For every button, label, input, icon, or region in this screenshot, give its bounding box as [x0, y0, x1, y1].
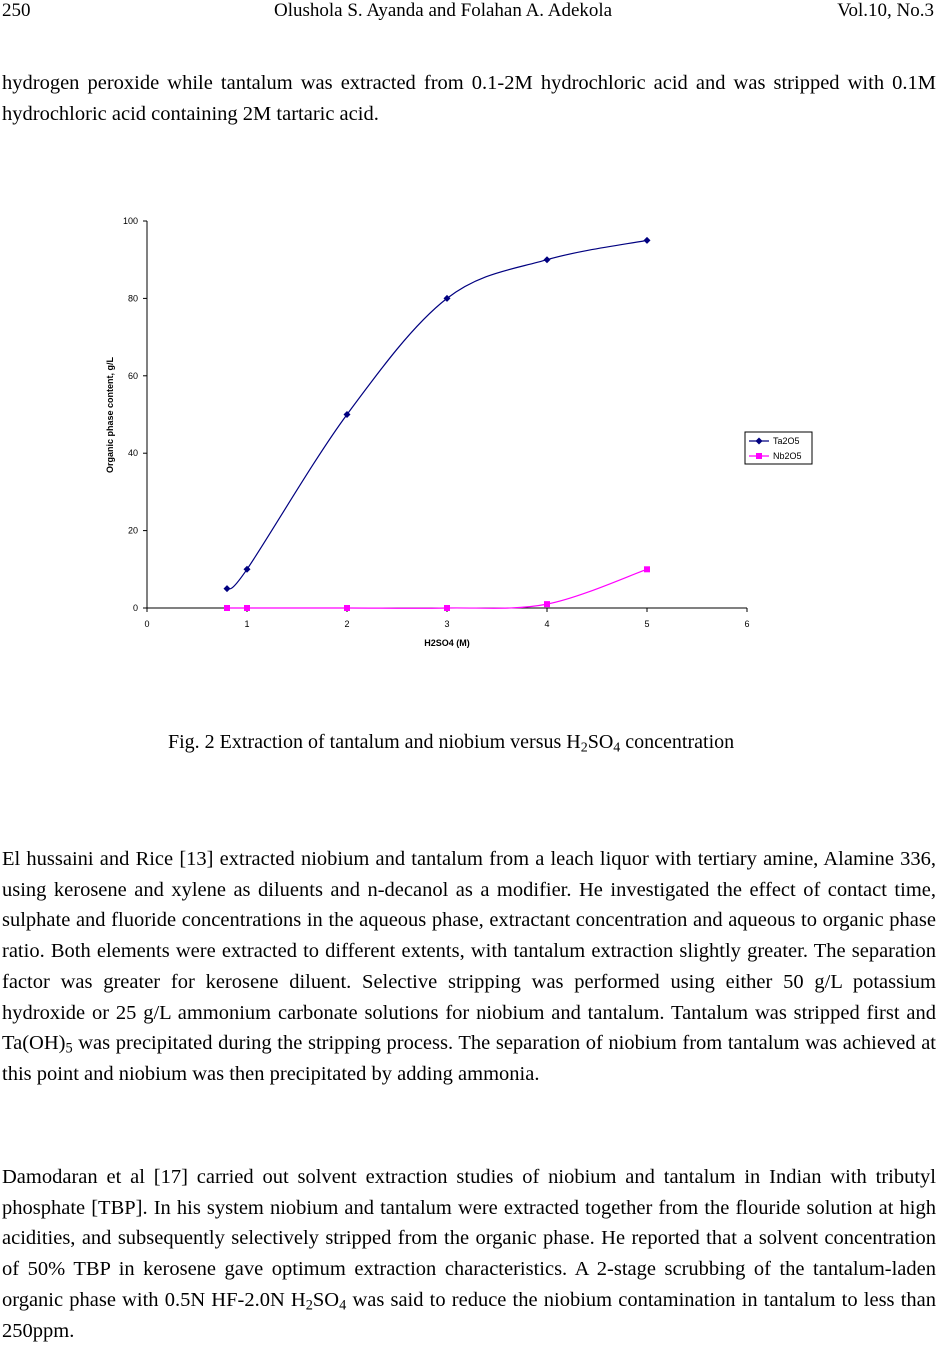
para2-text-b: was precipitated during the stripping process. The separation of niobium from tantalum was achieved at this point and niobium was then precipitated by adding ammonia. — [2, 1032, 936, 1085]
data-point-nb2o5 — [544, 601, 550, 607]
legend-marker — [756, 453, 762, 459]
para3-text-b: SO — [312, 1288, 340, 1311]
data-point-ta2o5 — [644, 237, 651, 244]
caption-text-c: concentration — [620, 731, 735, 753]
para3-text-c: was said to reduce the niobium contamination in tantalum to less than 250ppm. — [2, 1288, 936, 1342]
paragraph-el-hussaini — [2, 844, 936, 1090]
y-tick-label: 80 — [127, 293, 138, 304]
x-tick-label: 1 — [244, 619, 250, 629]
chart-ticks — [123, 216, 750, 629]
header-authors: Olushola S. Ayanda and Folahan A. Adekola — [274, 0, 613, 21]
para2-text-a: El hussaini and Rice [13] extracted niobium and tantalum from a leach liquor with tertiary amine, Alamine 336, using kerosene and xylene as diluents and n-decanol as a modifier. He investigated the effect of contact time, sulphate and fluoride concentrations in the aqueous phase, extractant concentration and aqueous to organic phase ratio. Both elements were extracted to different extents, with tantalum extraction slightly greater. The separation factor was greater for kerosene diluent. Selective stripping was performed using either 50 g/L potassium hydroxide or 25 g/L ammonium carbonate solutions for niobium and tantalum. Tantalum was stripped first and Ta(OH) — [2, 848, 936, 1055]
data-point-ta2o5 — [224, 585, 231, 592]
data-point-nb2o5 — [444, 605, 450, 611]
data-point-nb2o5 — [644, 566, 650, 572]
caption-text-a: Fig. 2 Extraction of tantalum and niobium versus H — [168, 731, 581, 753]
y-tick-label: 20 — [127, 525, 138, 536]
para3-sub-2: 4 — [339, 1297, 347, 1314]
legend-label: Nb2O5 — [773, 451, 802, 461]
caption-sub-1: 2 — [580, 740, 588, 756]
intro-paragraph: hydrogen peroxide while tantalum was extracted from 0.1-2M hydrochloric acid and was stripped with 0.1M hydrochloric acid containing 2M tartaric acid. — [2, 72, 936, 125]
x-tick-label: 2 — [344, 619, 350, 629]
chart-series — [224, 237, 651, 611]
para3-sub-1: 2 — [305, 1297, 313, 1314]
x-tick-label: 4 — [544, 619, 550, 629]
data-point-nb2o5 — [344, 605, 350, 611]
page-number: 250 — [2, 0, 31, 21]
chart-legend — [745, 432, 812, 464]
caption-text-b: SO — [587, 731, 614, 753]
y-tick-label: 40 — [127, 448, 138, 459]
x-tick-label: 5 — [644, 619, 650, 629]
header-volume: Vol.10, No.3 — [837, 0, 934, 21]
y-tick-label: 0 — [132, 603, 138, 613]
data-point-nb2o5 — [224, 605, 230, 611]
x-tick-label: 6 — [744, 619, 750, 629]
y-axis-label: Organic phase content, g/L — [105, 356, 115, 474]
legend-label: Ta2O5 — [773, 436, 800, 446]
paragraph-damodaran — [2, 1162, 936, 1346]
series-line-nb2o5 — [227, 569, 647, 608]
para3-text-a: Damodaran et al [17] carried out solvent extraction studies of niobium and tantalum in Indian with tributyl phosphate [TBP]. In his system niobium and tantalum were extracted together from the flouride solution at high acidities, and subsequently selectively stripped from the organic phase. He reported that a solvent concentration of 50% TBP in kerosene gave optimum extraction characteristics. A 2-stage scrubbing of the tantalum-laden organic phase with 0.5N HF-2.0N H — [2, 1166, 936, 1311]
data-point-nb2o5 — [244, 605, 250, 611]
data-point-ta2o5 — [544, 256, 551, 263]
x-tick-label: 0 — [144, 619, 150, 629]
x-axis-label: H2SO4 (M) — [424, 638, 470, 648]
x-tick-label: 3 — [444, 619, 450, 629]
caption-sub-2: 4 — [613, 740, 621, 756]
y-tick-label: 60 — [127, 370, 138, 381]
y-tick-label: 100 — [122, 216, 138, 226]
para2-sub: 5 — [65, 1040, 73, 1057]
series-line-ta2o5 — [227, 240, 647, 588]
chart-axes — [147, 221, 747, 608]
data-point-ta2o5 — [244, 566, 251, 573]
